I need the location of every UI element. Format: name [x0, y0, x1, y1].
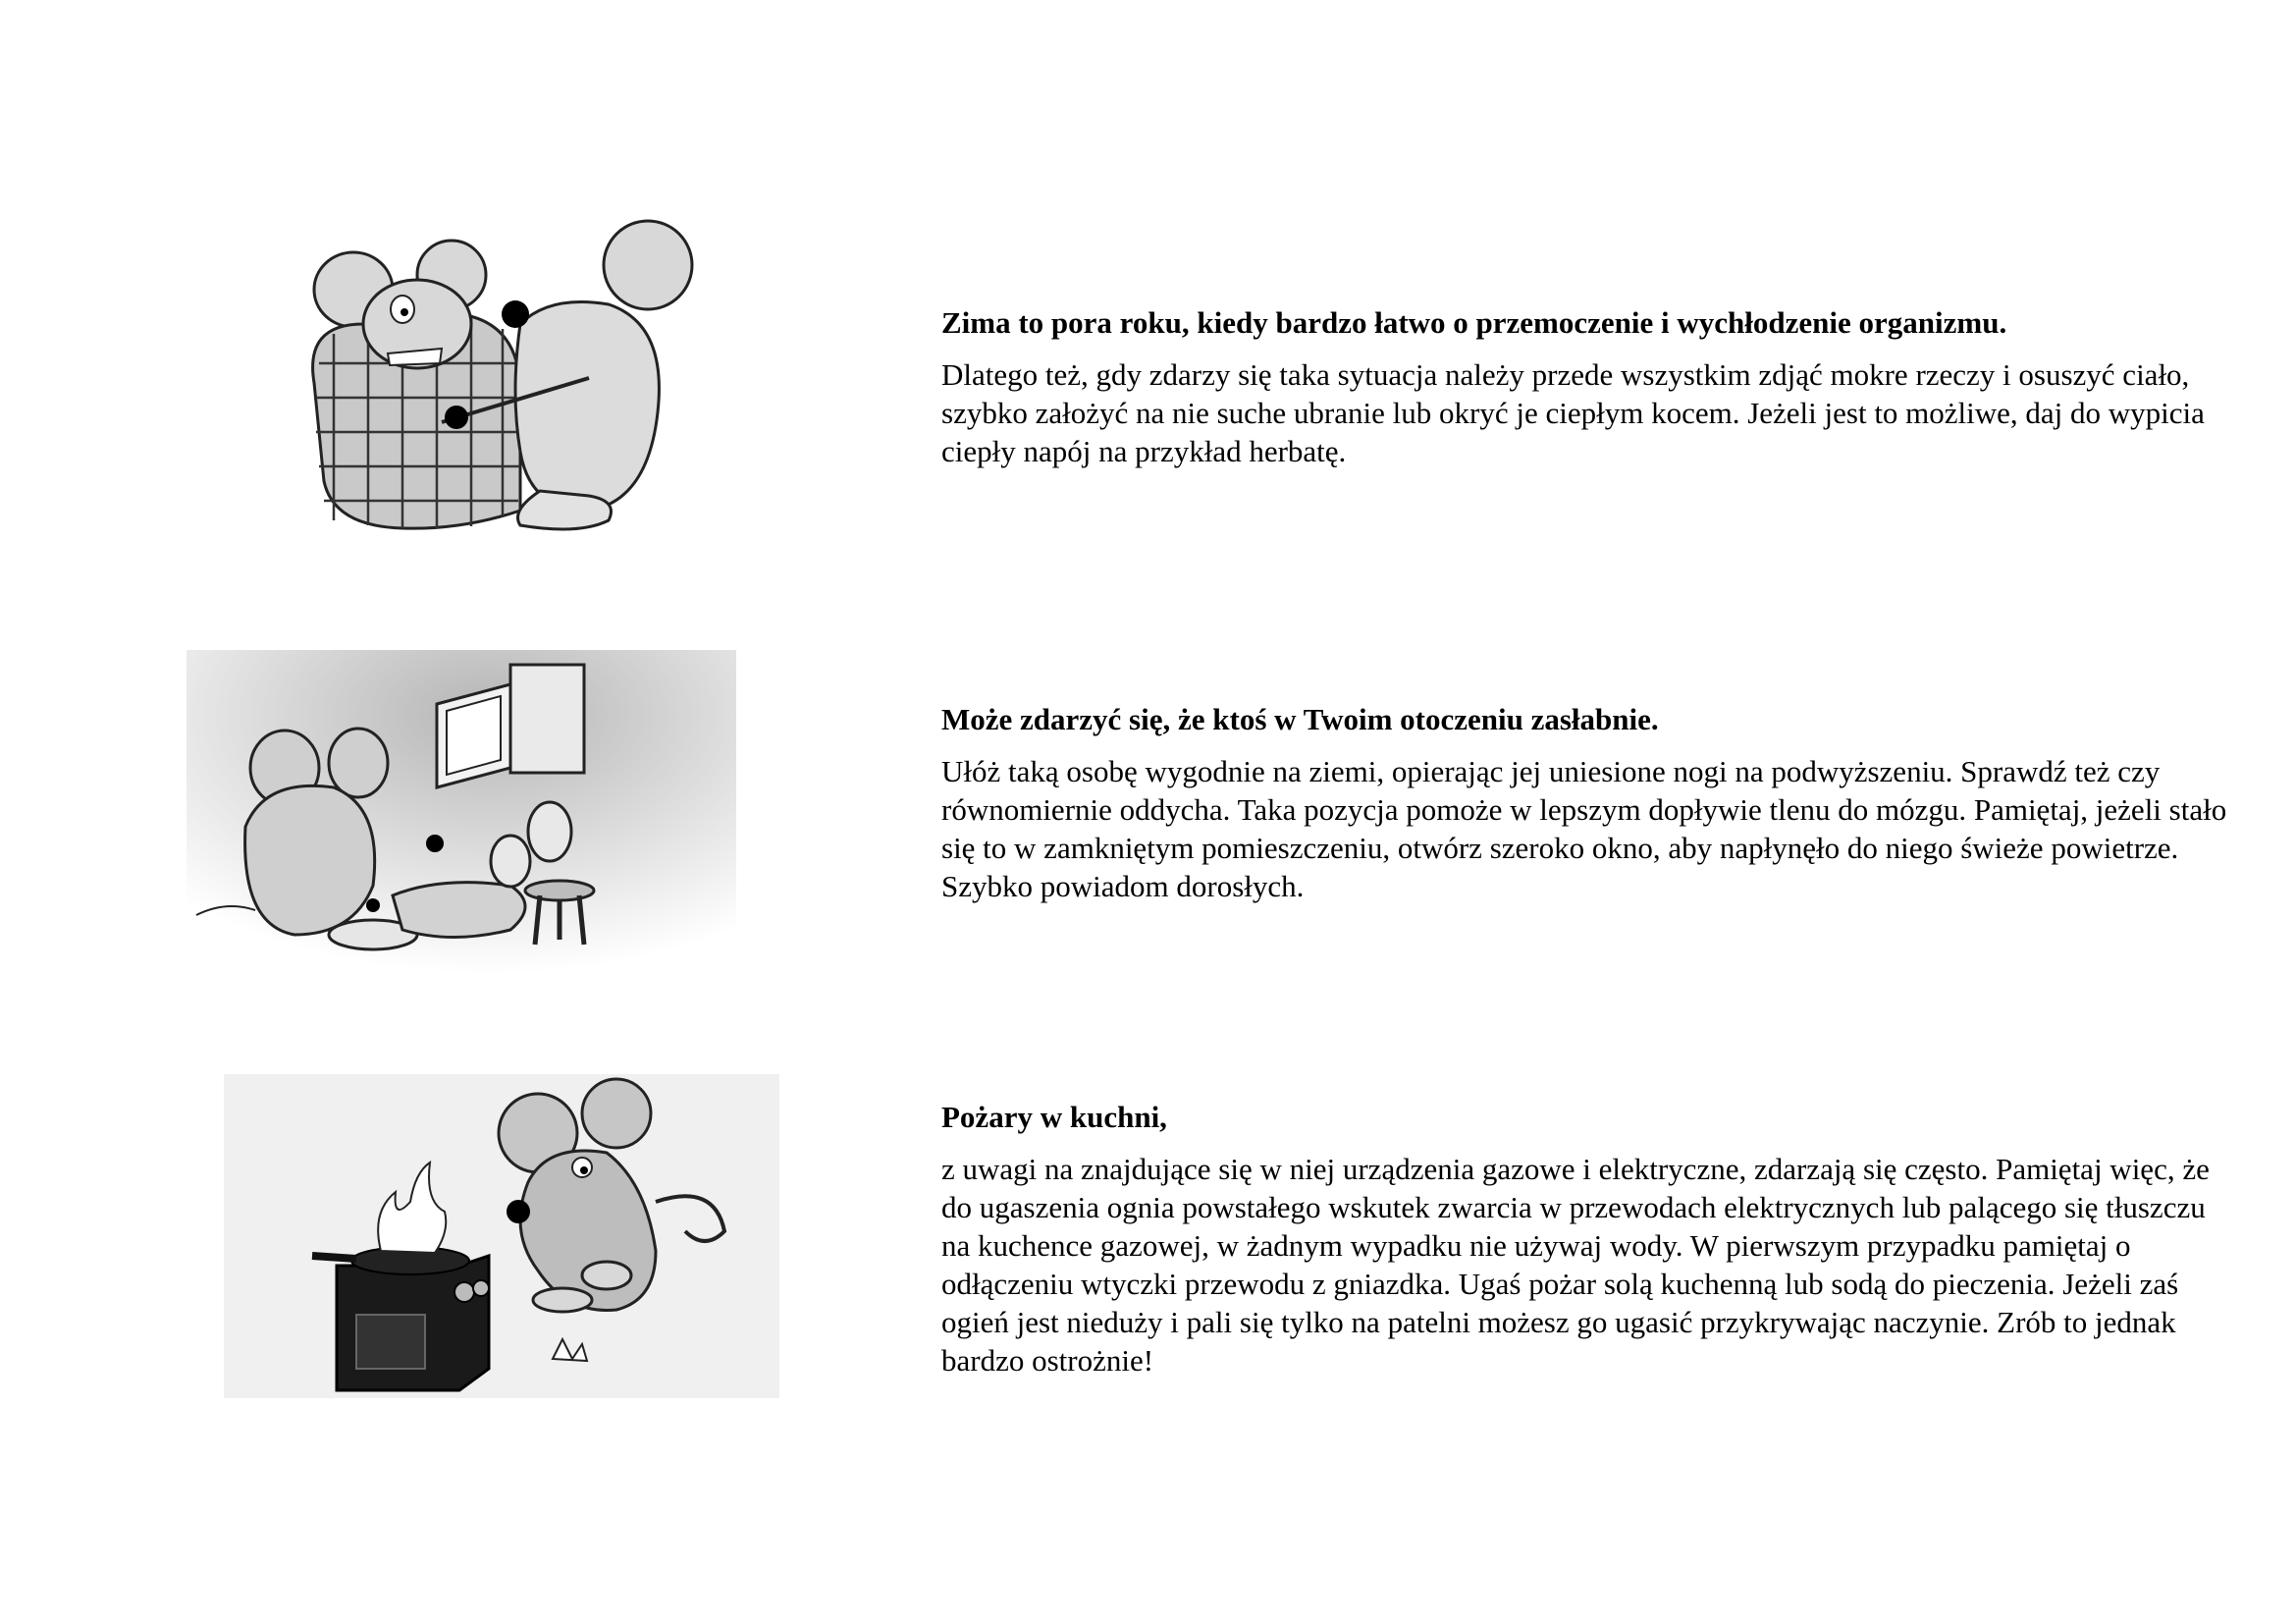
- cold-mouse-illustration: [294, 216, 736, 540]
- section-heading: Zima to pora roku, kiedy bardzo łatwo o przemoczenie i wychłodzenie organizmu.: [941, 305, 2007, 340]
- fainted-mouse-illustration: [187, 650, 736, 974]
- section-body: z uwagi na znajdujące się w niej urządzenia gazowe i elektryczne, zdarzają się często. Pamiętaj więc, że do ugaszenia ognia powstałego wskutek zwarcia w przewodach elektrycznych lub palącego się tłuszczu na kuchence gazowej, w żadnym wypadku nie używaj wody. W pierwszym przypadku pamiętaj o odłączeniu wtyczki przewodu z gniazdka. Ugaś pożar solą kuchenną lub sodą do pieczenia. Jeżeli zaś ogień jest nieduży i pali się tylko na patelni możesz go ugasić przykrywając naczynie. Zrób to jednak bardzo ostrożnie!: [941, 1152, 2210, 1378]
- section-cold-text: [941, 303, 2237, 470]
- section-heading: Może zdarzyć się, że ktoś w Twoim otoczeniu zasłabnie.: [941, 702, 1659, 736]
- section-fainting-text: [941, 700, 2237, 905]
- section-body: Dlatego też, gdy zdarzy się taka sytuacja należy przede wszystkim zdjąć mokre rzeczy i osuszyć ciało, szybko założyć na nie suche ubranie lub okryć je ciepłym kocem. Jeżeli jest to możliwe, daj do wypicia ciepły napój na przykład herbatę.: [941, 357, 2205, 468]
- kitchen-fire-illustration: [224, 1074, 779, 1398]
- section-kitchen-fire-text: [941, 1098, 2237, 1380]
- section-body: Ułóż taką osobę wygodnie na ziemi, opierając jej uniesione nogi na podwyższeniu. Sprawdź też czy równomiernie oddycha. Taka pozycja pomoże w lepszym dopływie tlenu do mózgu. Pamiętaj, jeżeli stało się to w zamkniętym pomieszczeniu, otwórz szeroko okno, aby napłynęło do niego świeże powietrze. Szybko powiadom dorosłych.: [941, 754, 2227, 903]
- section-heading: Pożary w kuchni,: [941, 1100, 1167, 1134]
